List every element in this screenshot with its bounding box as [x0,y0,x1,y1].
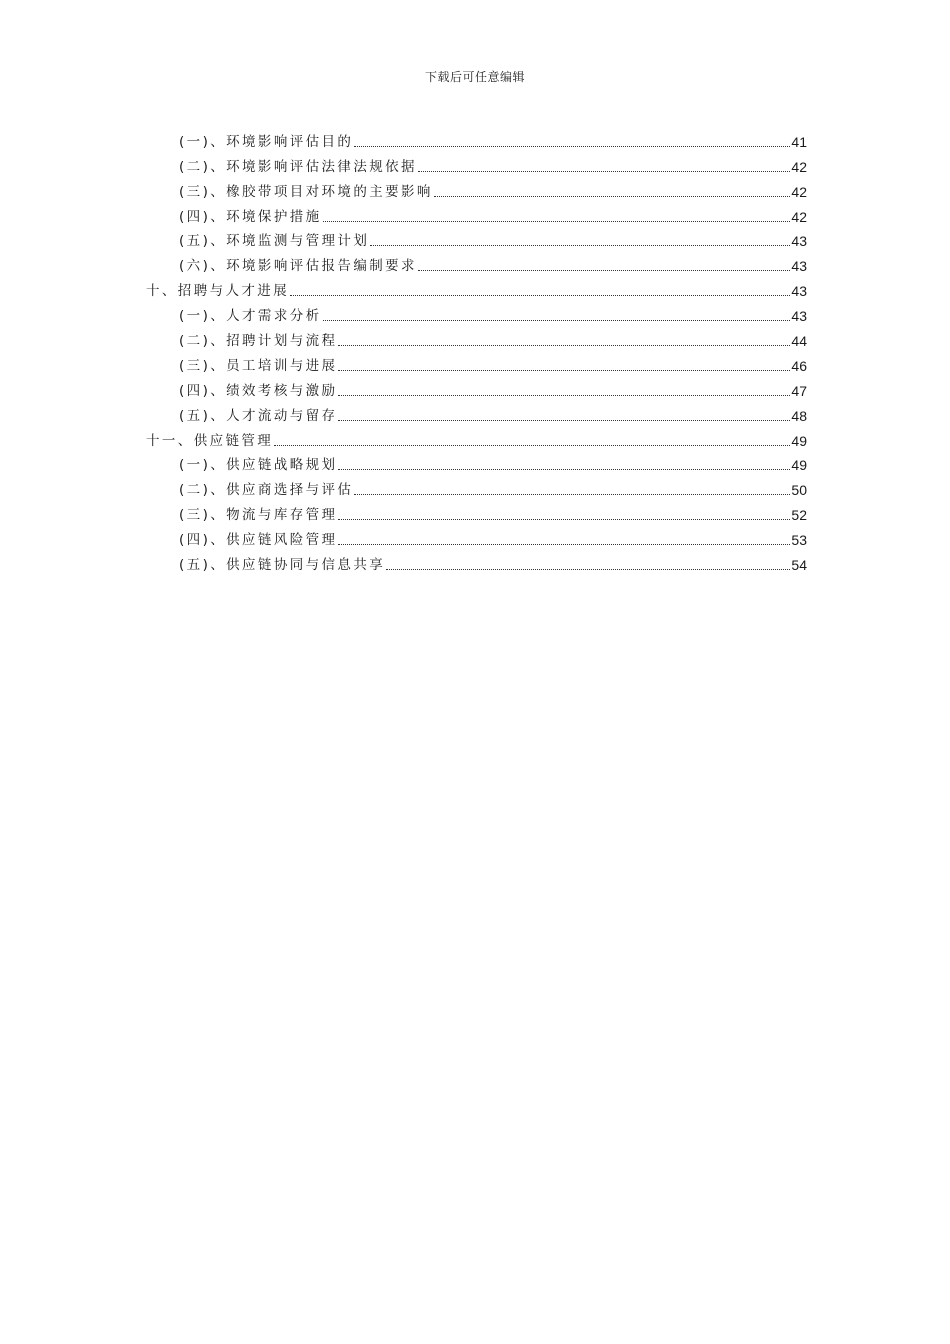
toc-dot-leader [338,395,790,396]
toc-page-number: 43 [791,258,807,275]
toc-dot-leader [338,345,790,346]
toc-page-number: 47 [791,382,807,399]
toc-page-number: 50 [791,482,807,499]
toc-entry-title: (五)、环境监测与管理计划 [179,233,370,250]
toc-dot-leader [338,544,790,545]
toc-dot-leader [274,445,790,446]
toc-dot-leader [323,221,791,222]
toc-entry-title: (五)、供应链协同与信息共享 [179,557,386,574]
toc-dot-leader [354,146,790,147]
toc-entry-title: (三)、橡胶带项目对环境的主要影响 [179,183,433,200]
toc-section-entry[interactable] [146,176,807,201]
toc-page-number: 42 [791,158,807,175]
toc-dot-leader [338,370,790,371]
toc-section-entry[interactable] [146,201,807,226]
toc-dot-leader [370,245,790,246]
toc-section-entry[interactable] [146,474,807,499]
toc-chapter-entry[interactable] [146,425,807,450]
toc-page-number: 42 [791,183,807,200]
toc-section-entry[interactable] [146,524,807,549]
toc-page-number: 43 [791,308,807,325]
toc-page-number: 53 [791,532,807,549]
toc-dot-leader [434,196,791,197]
toc-page-number: 49 [791,457,807,474]
page-header: 下载后可任意编辑 [424,70,525,84]
toc-section-entry[interactable] [146,450,807,475]
toc-dot-leader [418,171,790,172]
toc-dot-leader [338,469,790,470]
toc-section-entry[interactable] [146,325,807,350]
toc-dot-leader [418,270,790,271]
toc-entry-title: (二)、供应商选择与评估 [179,482,354,499]
toc-page-number: 52 [791,507,807,524]
toc-entry-title: (四)、供应链风险管理 [179,532,338,549]
toc-dot-leader [338,420,790,421]
toc-entry-title: (二)、招聘计划与流程 [179,333,338,350]
toc-page-number: 42 [791,208,807,225]
toc-page-number: 43 [791,233,807,250]
toc-section-entry[interactable] [146,226,807,251]
toc-page-number: 43 [791,283,807,300]
toc-page-number: 49 [791,432,807,449]
toc-entry-title: (一)、供应链战略规划 [179,457,338,474]
toc-dot-leader [386,569,790,570]
toc-chapter-entry[interactable] [146,275,807,300]
toc-entry-title: (四)、绩效考核与激励 [179,382,338,399]
toc-entry-title: 十一、供应链管理 [146,432,274,449]
toc-entry-title: 十、招聘与人才进展 [146,283,290,300]
toc-dot-leader [323,320,791,321]
toc-entry-title: (三)、员工培训与进展 [179,357,338,374]
toc-section-entry[interactable] [146,250,807,275]
toc-section-entry[interactable] [146,499,807,524]
table-of-contents [146,126,807,574]
toc-entry-title: (一)、环境影响评估目的 [179,133,354,150]
toc-page-number: 44 [791,333,807,350]
toc-page-number: 46 [791,357,807,374]
toc-entry-title: (五)、人才流动与留存 [179,407,338,424]
toc-section-entry[interactable] [146,375,807,400]
toc-entry-title: (一)、人才需求分析 [179,308,322,325]
toc-dot-leader [338,519,790,520]
toc-section-entry[interactable] [146,400,807,425]
toc-section-entry[interactable] [146,126,807,151]
toc-section-entry[interactable] [146,350,807,375]
toc-entry-title: (六)、环境影响评估报告编制要求 [179,258,417,275]
toc-section-entry[interactable] [146,151,807,176]
toc-entry-title: (二)、环境影响评估法律法规依据 [179,158,417,175]
toc-page-number: 54 [791,557,807,574]
toc-section-entry[interactable] [146,300,807,325]
toc-section-entry[interactable] [146,549,807,574]
toc-dot-leader [354,494,790,495]
toc-page-number: 41 [791,133,807,150]
toc-page-number: 48 [791,407,807,424]
toc-dot-leader [290,295,790,296]
toc-entry-title: (三)、物流与库存管理 [179,507,338,524]
toc-entry-title: (四)、环境保护措施 [179,208,322,225]
